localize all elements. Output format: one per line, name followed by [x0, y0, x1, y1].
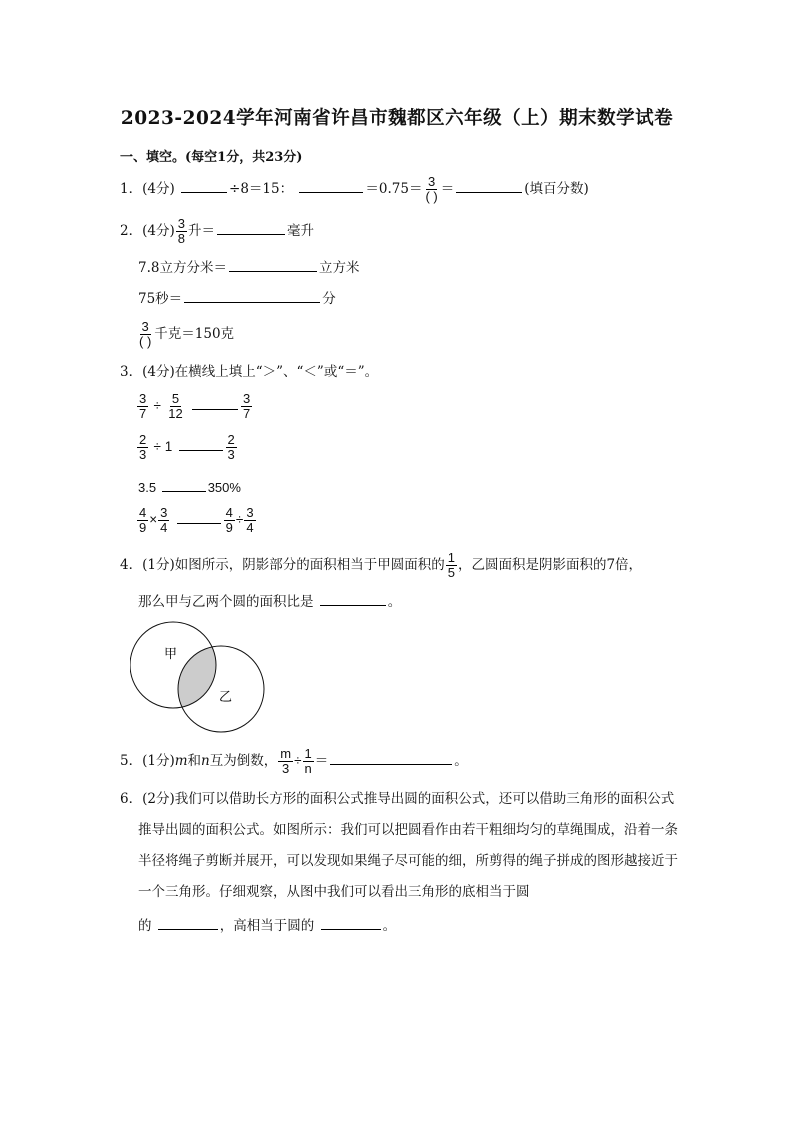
- q5-frac-2: $\frac{1}{n}$: [304, 746, 312, 776]
- q5-number: 5．(1分): [120, 753, 175, 769]
- q1-div: ÷8＝15：: [229, 181, 294, 197]
- question-5: [120, 747, 468, 776]
- q4-blank[interactable]: [320, 593, 386, 606]
- question-6: [120, 784, 680, 908]
- q3-blank-2[interactable]: [179, 438, 223, 451]
- q1-fraction: $\frac{3}{( )}$: [425, 174, 438, 204]
- q4-text4: 。: [387, 594, 402, 610]
- q5-text2: 互为倒数，: [209, 753, 278, 769]
- q2-number: 2．(4分): [120, 223, 175, 239]
- q5-blank[interactable]: [330, 752, 452, 765]
- q3-r2-op: ÷ 1: [153, 439, 173, 454]
- q6-text: 我们可以借助长方形的面积公式推导出圆的面积公式，还可以借助三角形的面积公式推导出圆的面积公式。如图所示：我们可以把圆看作由若干粗细均匀的草绳围成，沿着一条半径将绳子剪断并展开，可以发现如果绳子尽可能的细，所剪得的绳子拼成的图形越接近于一个三角形。仔细观察，从图中我们可以看出三角形的底相当于圆: [138, 791, 678, 900]
- label-yi: 乙: [219, 690, 233, 705]
- q1-number: 1．(4分): [120, 181, 175, 197]
- q2-blank-3[interactable]: [184, 290, 320, 303]
- question-2: [120, 217, 314, 246]
- q3-r4-b: $\frac{3}{4}$: [160, 505, 168, 535]
- page-title: 2023-2024学年河南省许昌市魏都区六年级（上）期末数学试卷: [120, 108, 674, 129]
- q3-text: 在横线上填上“＞”、“＜”或“＝”。: [174, 364, 379, 380]
- venn-diagram: [130, 615, 275, 740]
- q3-r1-c: $\frac{3}{7}$: [243, 391, 251, 421]
- q6-blank-2[interactable]: [321, 917, 381, 930]
- q5-frac-1: $\frac{m}{3}$: [280, 746, 292, 776]
- q2-fraction-2: $\frac{3}{( )}$: [139, 319, 152, 349]
- q5-text1: 和: [187, 753, 202, 769]
- q3-r3-left: 3.5: [138, 480, 157, 495]
- q3-r2-c: $\frac{2}{3}$: [227, 432, 235, 462]
- q2-unit2: 立方米: [318, 260, 360, 276]
- q4-text1: 如图所示，阴影部分的面积相当于甲圆面积的: [174, 557, 445, 573]
- q2-row-2: [138, 258, 359, 278]
- q3-blank-3[interactable]: [162, 479, 206, 492]
- q2-line2: 7.8立方分米＝: [138, 260, 227, 276]
- q3-blank-4[interactable]: [177, 511, 221, 524]
- q2-fraction: $\frac{3}{8}$: [177, 216, 185, 246]
- q1-eq2: ＝: [440, 181, 455, 197]
- q3-r1-a: $\frac{3}{7}$: [139, 391, 147, 421]
- q4-row-2: [138, 592, 401, 612]
- q5-end: 。: [454, 753, 468, 769]
- q3-row-2: [136, 433, 238, 462]
- q4-fraction: $\frac{1}{5}$: [447, 550, 455, 580]
- q3-r4-d: $\frac{3}{4}$: [246, 505, 254, 535]
- q3-r4-c: $\frac{4}{9}$: [225, 505, 233, 535]
- q2-line4: 千克＝150克: [154, 326, 235, 342]
- q6-number: 6．(2分): [120, 791, 175, 807]
- q2-row-3: [138, 289, 336, 309]
- q6-tail1: 的: [138, 918, 152, 934]
- section-heading: 一、填空。(每空1分，共23分): [120, 150, 303, 165]
- q6-tail3: 。: [382, 918, 397, 934]
- q3-r1-b: $\frac{5}{12}$: [168, 391, 183, 421]
- q3-row-1: [136, 392, 253, 421]
- q2-unit3: 分: [322, 291, 336, 307]
- q3-r2-a: $\frac{2}{3}$: [139, 432, 147, 462]
- q2-row-4: [136, 320, 234, 349]
- q3-r1-op: ÷: [153, 398, 161, 413]
- q4-text3: 那么甲与乙两个圆的面积比是: [138, 594, 314, 610]
- q3-row-4: [136, 506, 257, 535]
- q2-line3: 75秒＝: [138, 291, 183, 307]
- q3-r4-a: $\frac{4}{9}$: [139, 505, 147, 535]
- q3-row-3: [138, 478, 241, 498]
- q5-var-n: n: [201, 753, 210, 769]
- q3-r4-op: ×: [149, 512, 158, 527]
- q1-blank-3[interactable]: [456, 180, 522, 193]
- q6-tail: [138, 916, 396, 936]
- label-jia: 甲: [164, 647, 178, 662]
- q2-unit1: 毫升: [286, 223, 314, 239]
- q6-blank-1[interactable]: [158, 917, 218, 930]
- q1-blank-2[interactable]: [299, 180, 363, 193]
- q4-number: 4．(1分): [120, 557, 175, 573]
- q2-blank-1[interactable]: [217, 222, 285, 235]
- q3-r4-op2: ÷: [235, 512, 244, 527]
- q1-eq1: ＝0.75＝: [365, 181, 423, 197]
- question-1: [120, 175, 589, 204]
- q3-r3-right: 350%: [207, 480, 241, 495]
- q1-blank-1[interactable]: [181, 180, 227, 193]
- q6-tail2: ，高相当于圆的: [219, 918, 315, 934]
- q5-eq: ＝: [314, 753, 329, 769]
- question-3: [120, 362, 378, 382]
- q5-var-m: m: [174, 753, 188, 769]
- question-4: [120, 551, 642, 580]
- q2-blank-2[interactable]: [229, 259, 317, 272]
- q3-blank-1[interactable]: [192, 397, 238, 410]
- q5-op: ÷: [294, 753, 302, 768]
- q2-line1: 升＝: [187, 223, 215, 239]
- q1-note: (填百分数): [524, 181, 589, 197]
- q4-text2: ，乙圆面积是阴影面积的7倍，: [457, 557, 643, 573]
- q3-number: 3．(4分): [120, 364, 175, 380]
